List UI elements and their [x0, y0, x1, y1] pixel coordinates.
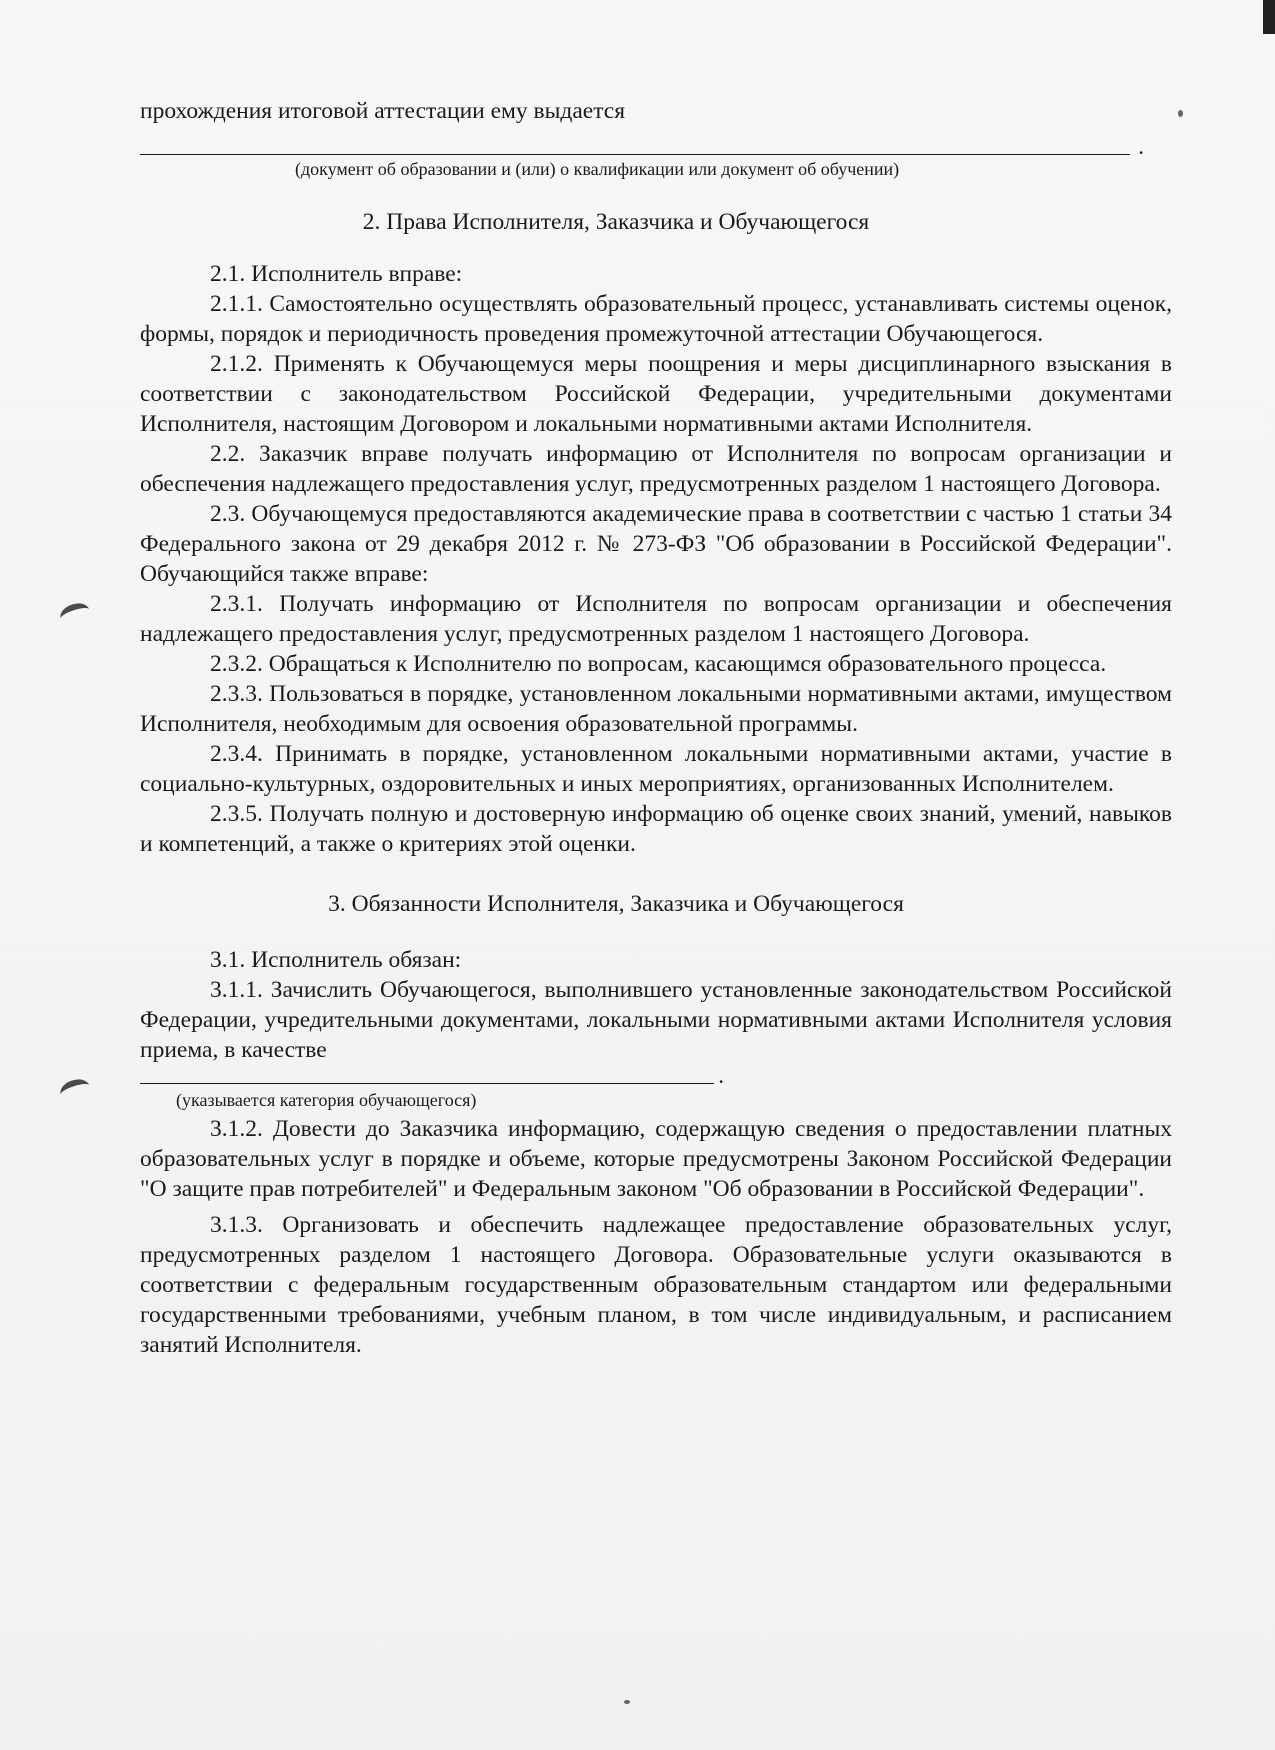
document-body — [140, 96, 1172, 1360]
section-3-heading: 3. Обязанности Исполнителя, Заказчика и Обучающегося — [328, 891, 904, 917]
document-type-caption: (документ об образовании и (или) о квалификации или документ об обучении) — [295, 159, 900, 179]
paragraph-2-1: 2.1. Исполнитель вправе: — [210, 261, 463, 287]
fill-line-end: . — [718, 1063, 724, 1088]
paragraph-3-1-2: 3.1.2. Довести до Заказчика информацию, содержащую сведения о предоставлении платных образовательных услуг в порядке и объеме, которые предусмотрены Законом Российской Федерации "О защите прав потребителей" и Федеральным законом "Об образовании в Российской Федерации". — [140, 1116, 1172, 1202]
paragraph-3-1-3: 3.1.3. Организовать и обеспечить надлежащее предоставление образовательных услуг, предусмотренных разделом 1 настоящего Договора. Образовательные услуги оказываются в соответствии с федеральным государственным образовательным стандартом или федеральными государственными требованиями, учебным планом, в том числе индивидуальным, и расписанием занятий Исполнителя. — [140, 1212, 1172, 1358]
scan-edge-mark — [1263, 0, 1275, 34]
paragraph-2-1-2: 2.1.2. Применять к Обучающемуся меры поощрения и меры дисциплинарного взыскания в соответствии с законодательством Российской Федерации, учредительными документами Исполнителя, настоящим Договором и локальными нормативными актами Исполнителя. — [140, 351, 1172, 437]
section-2-body — [140, 259, 1172, 859]
paragraph-3-1-1: 3.1.1. Зачислить Обучающегося, выполнившего установленные законодательством Российской Федерации, учредительными документами, локальными нормативными актами Исполнителя условия приема, в качестве — [140, 977, 1172, 1063]
paragraph-2-3-5: 2.3.5. Получать полную и достоверную информацию об оценке своих знаний, умений, навыков и компетенций, а также о критериях этой оценки. — [140, 801, 1172, 857]
paragraph-2-2: 2.2. Заказчик вправе получать информацию от Исполнителя по вопросам организации и обеспечения надлежащего предоставления услуг, предусмотренных разделом 1 настоящего Договора. — [140, 441, 1172, 497]
paragraph-2-1-1: 2.1.1. Самостоятельно осуществлять образовательный процесс, устанавливать системы оценок, формы, порядок и периодичность проведения промежуточной аттестации Обучающегося. — [140, 291, 1172, 347]
document-type-fill-line — [140, 134, 1144, 159]
scan-speck — [1178, 110, 1183, 117]
paragraph-2-3-3: 2.3.3. Пользоваться в порядке, установленном локальными нормативными актами, имуществом Исполнителя, необходимым для освоения образовательной программы. — [140, 681, 1172, 737]
student-category-fill-line — [140, 1063, 724, 1088]
paragraph-2-3-4: 2.3.4. Принимать в порядке, установленном локальными нормативными актами, участие в социально-культурных, оздоровительных и иных мероприятиях, организованных Исполнителем. — [140, 741, 1172, 797]
section-3-body — [140, 945, 1172, 1360]
student-category-caption: (указывается категория обучающегося) — [176, 1090, 477, 1110]
punch-hole-mark-upper — [58, 600, 93, 628]
punch-hole-mark-lower — [58, 1076, 93, 1104]
paragraph-3-1: 3.1. Исполнитель обязан: — [210, 947, 462, 973]
fill-line-end: . — [1138, 134, 1144, 159]
paragraph-2-3-1: 2.3.1. Получать информацию от Исполнителя по вопросам организации и обеспечения надлежащего предоставления услуг, предусмотренных разделом 1 настоящего Договора. — [140, 591, 1172, 647]
intro-line: прохождения итоговой аттестации ему выдается — [140, 98, 626, 124]
paragraph-2-3-2: 2.3.2. Обращаться к Исполнителю по вопросам, касающимся образовательного процесса. — [210, 651, 1107, 677]
section-2-heading: 2. Права Исполнителя, Заказчика и Обучающегося — [362, 209, 870, 235]
paragraph-2-3: 2.3. Обучающемуся предоставляются академические права в соответствии с частью 1 статьи 34 Федерального закона от 29 декабря 2012 г. № 273-ФЗ "Об образовании в Российской Федерации". Обучающийся также вправе: — [140, 501, 1172, 587]
scan-speck — [624, 1700, 630, 1704]
